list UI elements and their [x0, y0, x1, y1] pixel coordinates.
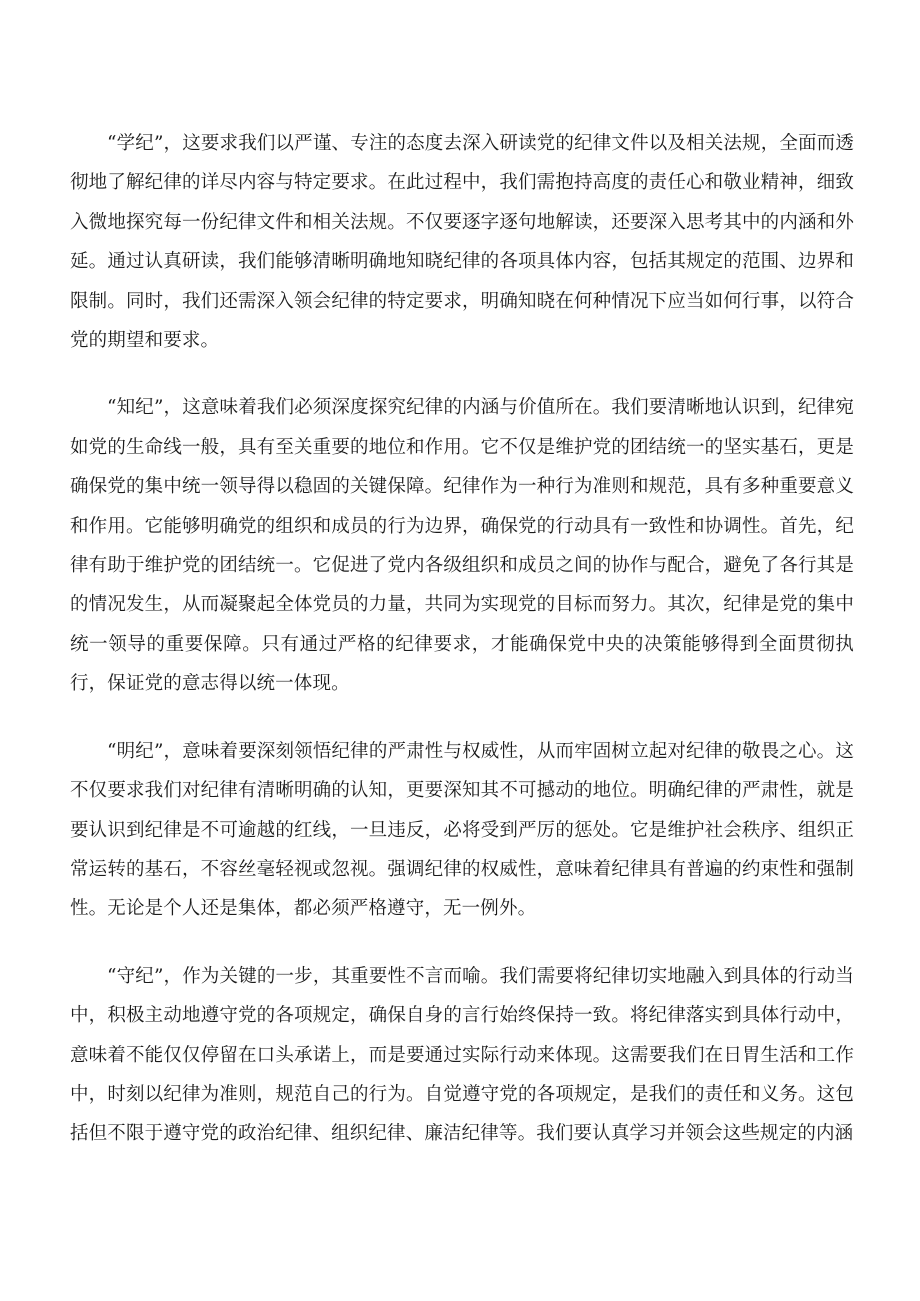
paragraph-mingji: “明纪”，意味着要深刻领悟纪律的严肃性与权威性，从而牢固树立起对纪律的敬畏之心。这不仅要求我们对纪律有清晰明确的认知，更要深知其不可撼动的地位。明确纪律的严肃性，就是要认识到纪律是不可逾越的红线，一旦违反，必将受到严厉的惩处。它是维护社会秩序、组织正常运转的基石，不容丝毫轻视或忽视。强调纪律的权威性，意味着纪律具有普遍的约束性和强制性。无论是个人还是集体，都必须严格遵守，无一例外。: [70, 740, 854, 920]
paragraph-xueji: “学纪”，这要求我们以严谨、专注的态度去深入研读党的纪律文件以及相关法规，全面而透彻地了解纪律的详尽内容与特定要求。在此过程中，我们需抱持高度的责任心和敬业精神，细致入微地探究每一份纪律文件和相关法规。不仅要逐字逐句地解读，还要深入思考其中的内涵和外延。通过认真研读，我们能够清晰明确地知晓纪律的各项具体内容，包括其规定的范围、边界和限制。同时，我们还需深入领会纪律的特定要求，明确知晓在何种情况下应当如何行事，以符合党的期望和要求。: [70, 133, 854, 352]
paragraph-shouji: “守纪”，作为关键的一步，其重要性不言而喻。我们需要将纪律切实地融入到具体的行动当中，积极主动地遵守党的各项规定，确保自身的言行始终保持一致。将纪律落实到具体行动中，意味着不能仅仅停留在口头承诺上，而是要通过实际行动来体现。这需要我们在日胃生活和工作中，时刻以纪律为准则，规范自己的行为。自觉遵守党的各项规定，是我们的责任和义务。这包括但不限于遵守党的政治纪律、组织纪律、廉洁纪律等。我们要认真学习并领会这些规定的内涵: [70, 965, 854, 1145]
paragraph-zhiji: “知纪”，这意味着我们必须深度探究纪律的内涵与价值所在。我们要清晰地认识到，纪律宛如党的生命线一般，具有至关重要的地位和作用。它不仅是维护党的团结统一的坚实基石，更是确保党的集中统一领导得以稳固的关键保障。纪律作为一种行为准则和规范，具有多种重要意义和作用。它能够明确党的组织和成员的行为边界，确保党的行动具有一致性和协调性。首先，纪律有助于维护党的团结统一。它促进了党内各级组织和成员之间的协作与配合，避免了各行其是的情况发生，从而凝聚起全体党员的力量，共同为实现党的目标而努力。其次，纪律是党的集中统一领导的重要保障。只有通过严格的纪律要求，才能确保党中央的决策能够得到全面贯彻执行，保证党的意志得以统一体现。: [70, 397, 854, 695]
